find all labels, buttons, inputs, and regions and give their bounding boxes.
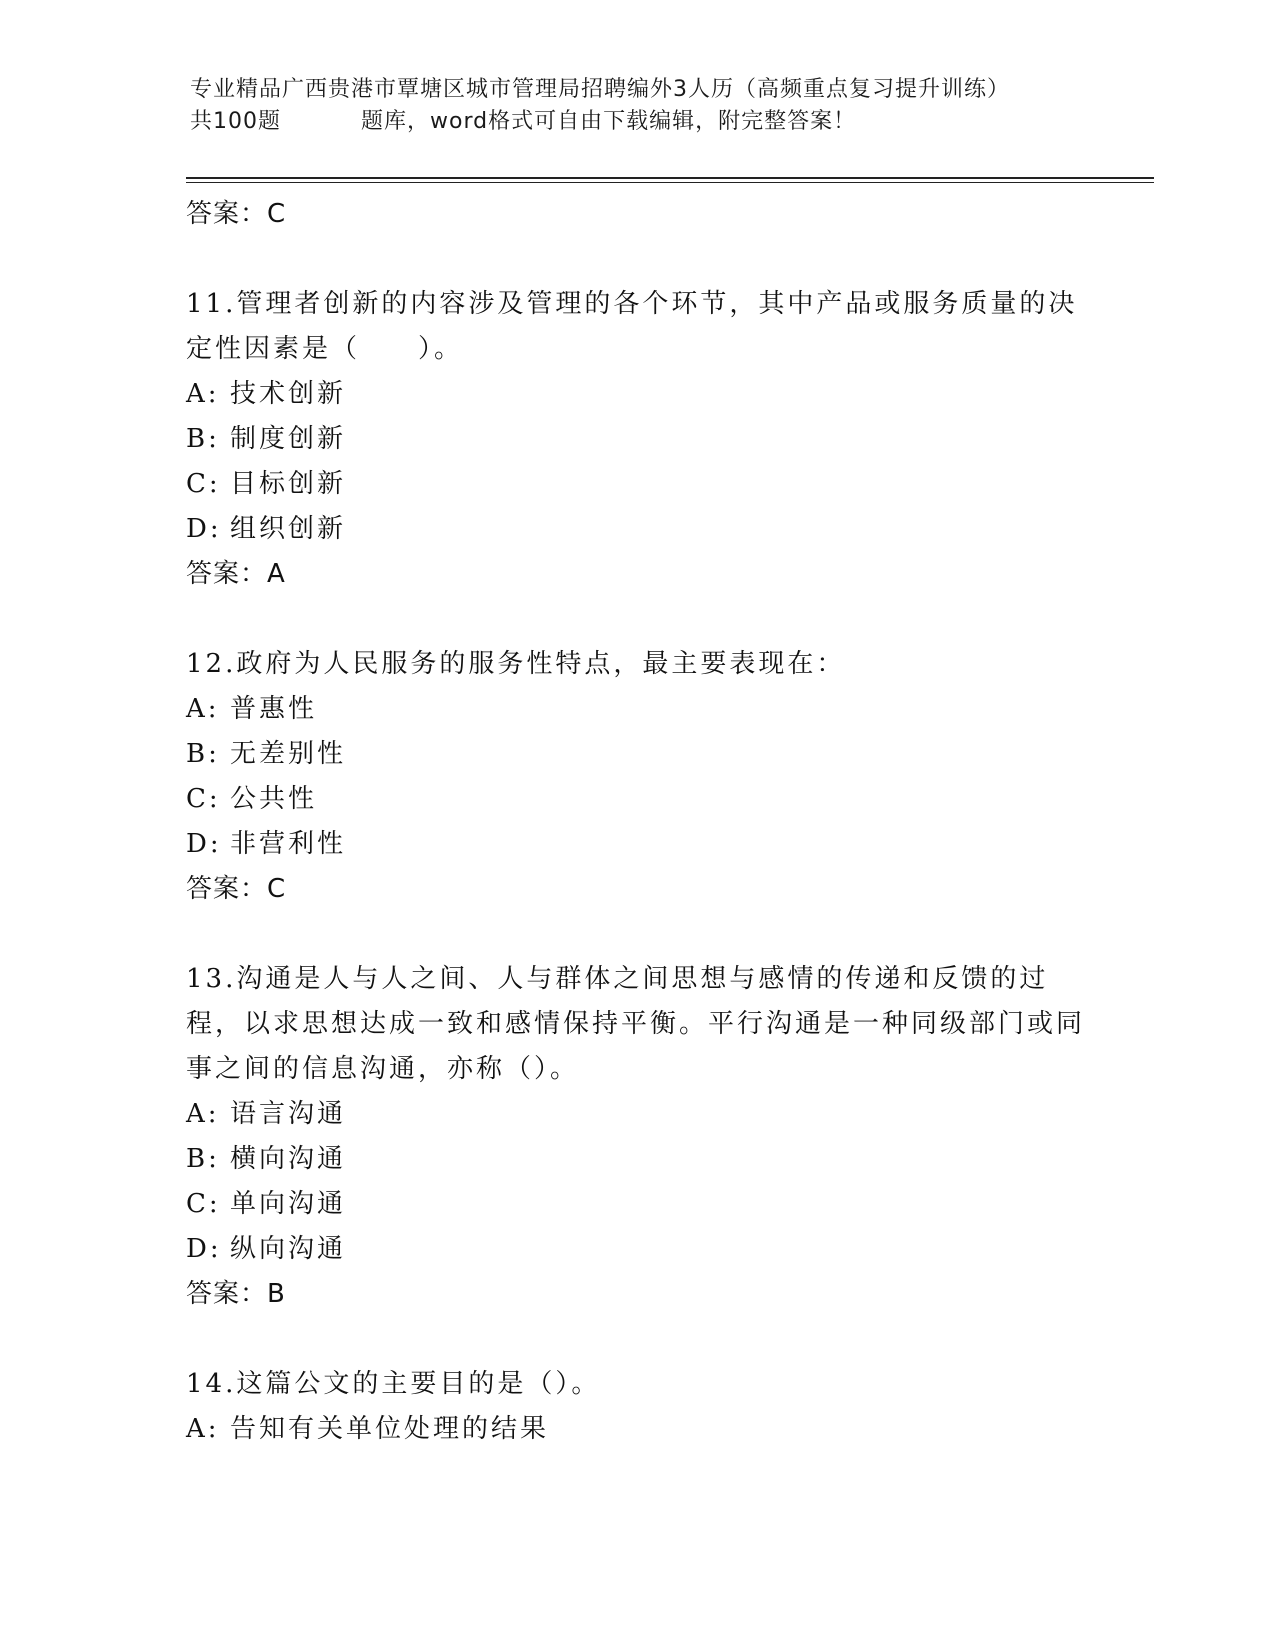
- option-text: 组织创新: [230, 514, 347, 544]
- option-key: A:: [186, 379, 220, 409]
- option-key: B:: [186, 1144, 220, 1174]
- option-c: [186, 462, 1086, 507]
- header-divider-thin: [186, 182, 1154, 183]
- answer: 答案：B: [186, 1279, 286, 1309]
- option-text: 公共性: [230, 784, 318, 814]
- header-question-count: 共100题: [190, 109, 281, 134]
- option-d: [186, 1227, 1086, 1272]
- option-key: D:: [186, 514, 222, 544]
- question-list: [186, 192, 1086, 1452]
- question-text: 13.沟通是人与人之间、人与群体之间思想与感情的传递和反馈的过程，以求思想达成一致和感情保持平衡。平行沟通是一种同级部门或同事之间的信息沟通，亦称（）。: [186, 964, 1086, 1084]
- option-text: 告知有关单位处理的结果: [230, 1414, 550, 1444]
- header-description: 题库，word格式可自由下载编辑，附完整答案！: [361, 109, 857, 134]
- page-header: [190, 74, 1090, 138]
- option-a: [186, 1407, 1086, 1452]
- option-a: [186, 1092, 1086, 1137]
- question-12: [186, 642, 1086, 911]
- option-d: [186, 822, 1086, 867]
- option-text: 横向沟通: [230, 1144, 347, 1174]
- option-c: [186, 1182, 1086, 1227]
- answer: 答案：A: [186, 559, 286, 589]
- option-text: 非营利性: [230, 829, 347, 859]
- option-key: C:: [186, 469, 221, 499]
- option-text: 目标创新: [230, 469, 347, 499]
- option-text: 制度创新: [230, 424, 347, 454]
- option-b: [186, 732, 1086, 777]
- header-divider-thick: [186, 177, 1154, 179]
- header-title-line1: 专业精品广西贵港市覃塘区城市管理局招聘编外3人历（高频重点复习提升训练）: [190, 77, 1010, 102]
- option-key: C:: [186, 784, 221, 814]
- option-c: [186, 777, 1086, 822]
- option-key: D:: [186, 829, 222, 859]
- option-key: A:: [186, 1099, 220, 1129]
- option-key: A:: [186, 1414, 220, 1444]
- question-text: 12.政府为人民服务的服务性特点，最主要表现在：: [186, 649, 846, 679]
- answer: 答案：C: [186, 874, 287, 904]
- question-text: 14.这篇公文的主要目的是（）。: [186, 1369, 601, 1399]
- previous-answer: 答案：C: [186, 199, 287, 229]
- option-text: 单向沟通: [230, 1189, 347, 1219]
- option-key: B:: [186, 424, 220, 454]
- question-13: [186, 957, 1086, 1316]
- option-b: [186, 417, 1086, 462]
- question-11: [186, 282, 1086, 596]
- option-d: [186, 507, 1086, 552]
- option-text: 无差别性: [230, 739, 347, 769]
- option-key: A:: [186, 694, 220, 724]
- option-b: [186, 1137, 1086, 1182]
- option-key: D:: [186, 1234, 222, 1264]
- option-key: C:: [186, 1189, 221, 1219]
- question-text: 11.管理者创新的内容涉及管理的各个环节，其中产品或服务质量的决定性因素是（ ）。: [186, 289, 1078, 364]
- option-text: 技术创新: [230, 379, 347, 409]
- option-a: [186, 372, 1086, 417]
- option-text: 普惠性: [230, 694, 318, 724]
- option-key: B:: [186, 739, 220, 769]
- option-a: [186, 687, 1086, 732]
- header-title-line2: [190, 106, 1090, 138]
- option-text: 语言沟通: [230, 1099, 347, 1129]
- question-14: [186, 1362, 1086, 1452]
- option-text: 纵向沟通: [230, 1234, 347, 1264]
